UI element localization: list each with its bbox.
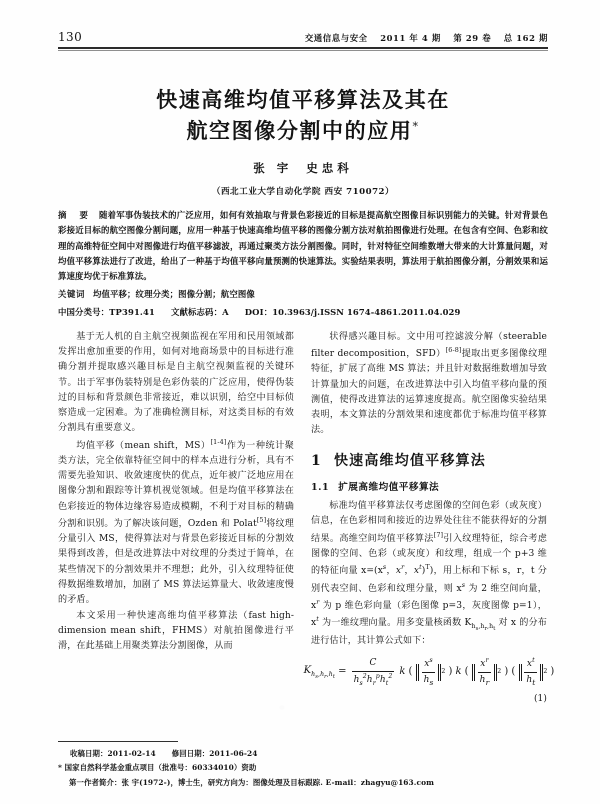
- section-heading-1: [311, 450, 547, 474]
- right-p2-math-tail: )，用上标和下标 s，r，t 分别代表空间、色彩和纹理分量，则 x: [311, 566, 547, 594]
- journal-name: 交通信息与安全: [304, 33, 368, 43]
- doi-label: DOI：: [244, 306, 273, 317]
- footnote-block: [58, 741, 552, 791]
- bio-email: zhagyu@163.com: [360, 777, 435, 787]
- citation-ref-3: [6-8]: [445, 345, 462, 354]
- doc-type-value: A: [222, 306, 229, 317]
- bio-birth-year: (1972-): [139, 777, 171, 787]
- footnote-funding: * 国家自然科学基金重点项目（批准号：60334010）资助: [58, 763, 257, 773]
- author-name-1: 张 宇: [253, 160, 293, 175]
- paren-open-3: (: [511, 666, 516, 678]
- bio-email-label: E-mail：: [325, 777, 361, 787]
- keywords-block: [58, 287, 548, 302]
- clc-value: TP391.41: [109, 306, 155, 317]
- revised-date-group: [172, 749, 258, 758]
- equals-sign: =: [338, 666, 347, 678]
- clc-label: 中国分类号：: [58, 306, 110, 317]
- author-name-2: 史忠科: [306, 160, 353, 175]
- doc-type-label: 文献标志码：: [170, 306, 223, 317]
- journal-serial: 总 162 期: [503, 33, 548, 43]
- right-p2-pre: 标准均值平移算法仅考虑图像的空间色彩（或灰度）信息，在色彩相同和接近的边界处往往不能获得好的分割结果。高维空间均值平移算法: [311, 501, 547, 544]
- paren-open-2: (: [464, 666, 469, 678]
- left-p2-post2: 将纹理分量引入 MS，使得算法对与背景色彩接近目标的分割效果得到改善，但是改进算法中对纹理的分类过于简单，在某些情况下的分割效果并不理想；此外，引入纹理特征使得数据维数增加，加剧了 MS 算法运算量大、收敛速度慢的矛盾。: [58, 518, 294, 606]
- keywords-value: 均值平移；纹理分类；图像分割；航空图像: [92, 289, 255, 300]
- paren-close-2: ): [504, 666, 509, 678]
- x-superscript-s: s: [461, 580, 466, 589]
- left-paragraph-2: [58, 437, 294, 609]
- citation-ref-4: [7]: [433, 530, 444, 539]
- right-p2-post2: 为 2 维空间向量，x: [311, 583, 547, 611]
- right-p2-post: 引入纹理特征，综合考虑图像的空间、色彩（或灰度）和纹理，组成一个 p+3 维的特征向量 x=(x: [311, 533, 547, 577]
- section-number: 1: [311, 452, 322, 469]
- vector-component-s: s: [382, 563, 387, 572]
- right-p2-post3: 为 p 维色彩向量（彩色图像 p=3，灰度图像 p=1），x: [311, 600, 547, 629]
- page-number: 130: [58, 30, 83, 44]
- subsection-title: 扩展高维均值平移算法: [338, 482, 440, 494]
- abstract-label: 摘 要: [58, 209, 94, 220]
- abstract-block: [58, 208, 548, 284]
- norm-term-t: $\frac{x^t}{h_t}$ 2: [518, 655, 547, 690]
- footnote-author-bio: [58, 776, 552, 790]
- received-label: 收稿日期：: [70, 748, 108, 758]
- vector-component-t: $x^t$: [413, 563, 422, 577]
- kernel-fn-2: k: [455, 666, 462, 678]
- equation-1: [303, 655, 555, 707]
- header-rule-thin: [58, 50, 548, 51]
- equation-1-number: (1): [533, 693, 547, 704]
- fraction-numerator: C: [369, 657, 377, 668]
- section-title: 快速高维均值平移算法: [333, 452, 486, 469]
- doc-type-group: [171, 307, 229, 317]
- footnote-dates: [58, 747, 552, 761]
- footnote-rule: [58, 741, 178, 742]
- journal-info: [305, 32, 548, 44]
- running-head: [58, 30, 548, 46]
- page-content-area: [58, 30, 555, 792]
- kernel-fn-1: k: [399, 666, 406, 678]
- right-p1-pre: 状得感兴趣目标。文中用可控滤波分解（steerable filter decomposition，SFD）: [311, 331, 547, 359]
- doi-value: 10.3963/j.ISSN 1674-4861.2011.04.029: [272, 306, 461, 317]
- keywords-label: 关键词: [58, 289, 85, 300]
- journal-volume: 第 29 卷: [453, 33, 492, 43]
- subsection-number: 1.1: [311, 482, 330, 494]
- fraction-denominator: $h_s^2h_r^ph_t^2$: [352, 671, 395, 689]
- bio-text: ，博士生，研究方向为：图像处理及目标跟踪.: [170, 777, 323, 787]
- x-superscript-t: t: [316, 615, 319, 624]
- paren-open-1: (: [408, 666, 413, 678]
- right-p2-post4: 为一维纹理向量。用多变量核函数 K: [318, 618, 472, 629]
- paren-close-1: ): [448, 666, 453, 678]
- header-rule: [58, 47, 548, 49]
- vector-component-r: $x^r$: [395, 563, 405, 577]
- classification-block: [58, 305, 548, 320]
- norm-term-r: $\frac{x^r}{h_r}$ 2: [472, 655, 502, 690]
- kernel-subscript: hs,hr,ht: [471, 623, 496, 633]
- right-p1-post: 提取出更多图像纹理特征，扩展了高维 MS 算法；并且针对数据维数增加导致计算量加大的问题，在改进算法中引入均值平移向量的预测值，使得改进算法的运算速度提高。航空图像实验结果表明，本文算法的分割效果和速度都优于标准均值平移算法。: [311, 349, 547, 436]
- author-list: [58, 160, 548, 176]
- x-superscript-r: r: [316, 597, 320, 606]
- equation-lhs: $K_{h_s,h_r,h_t}$: [303, 665, 336, 681]
- doi-group: [245, 307, 461, 317]
- paper-title-line-1: 快速高维均值平移算法及其在: [156, 87, 450, 113]
- right-paragraph-2: 标准均值平移算法仅考虑图像的空间色彩（或灰度）信息，在色彩相同和接近的边界处往往不能获得好的分割结果。高维空间均值平移算法[7]引入纹理特征，综合考虑图像的空间、色彩（或灰度）和纹理，组成一个 p+3 维的特征向量 $x=(x^s$，$x^r$，$x^t)^T$)，用上标和下标 s，r，t 分别代表空间、色彩和纹理分量，则 $x^s$ 为 2 维空间向量，$x^r$ 为 p 维色彩向量（彩色图像 p=3，灰度图像 p=1），$x^t$ 为一维纹理向量。用多变量核函数 $K_{h_s,h_r,h_t}$ 对 x 的分布进行估计，其计算公式如下：: [311, 501, 547, 646]
- left-p2-post: 作为一种统计聚类方法，完全依靠特征空间中的样本点进行分析，具有不需要先验知识、收敛速度快的优点，近年被广泛地应用在图像分割和跟踪等计算机视觉领域。但是均值平移算法在色彩接近的物体边缘容易造成模糊，不利于对目标的精确分割和识别。为了解决该问题，Ozden 和 Polat: [58, 440, 294, 529]
- title-footnote-marker: *: [412, 119, 420, 133]
- citation-ref-2: [5]: [256, 515, 267, 524]
- right-paragraph-1: [311, 330, 547, 439]
- body-columns: [58, 330, 555, 707]
- right-column: [303, 330, 555, 707]
- journal-year-issue: 2011 年 4 期: [380, 33, 441, 43]
- revised-label: 修回日期：: [171, 748, 210, 758]
- received-date: 2011-02-14: [107, 748, 156, 758]
- equation-fraction: [352, 656, 395, 689]
- citation-ref-1: [1-4]: [210, 437, 227, 446]
- affiliation: （西北工业大学自动化学院 西安 710072）: [211, 186, 395, 197]
- title-block: [58, 85, 548, 197]
- left-p2-pre: 均值平移（mean shift，MS）: [76, 440, 211, 451]
- left-paragraph-1: 基于无人机的自主航空视频监视在军用和民用领域都发挥出愈加重要的作用，如何对地商场景中的目标进行准确分割并提取感兴趣目标是自主航空视频监视的关键环节。出于军事伪装特别是色彩伪装的广泛应用，使得伪装过的目标和背景颜色非常接近，难以识别，给空中目标侦察造成一定困难。为了准确检测目标，对这类目标的有效分割具有重要意义。: [58, 331, 294, 434]
- paper-title-line-2: [58, 116, 548, 146]
- subsection-heading-1-1: [311, 480, 547, 496]
- paren-close-3: ): [550, 666, 555, 678]
- bio-name: 张 宇: [121, 777, 140, 787]
- right-p2-post5: 对 x 的分布进行估计，其计算公式如下：: [311, 618, 547, 646]
- revised-date: 2011-06-24: [209, 748, 258, 758]
- abstract-text: 随着军事伪装技术的广泛应用，如何有效抽取与背景色彩接近的目标是提高航空图像目标识别能力的关键。针对背景色彩接近目标的航空图像分割问题，应用一种基于快速高维均值平移的图像分割方法对航拍图像进行处理。在包含有空间、色彩和纹理的高维特征空间中对图像进行均值平移滤波，再通过聚类方法分割图像。同时，针对特征空间维数增大带来的大计算量问题，对均值平移算法进行了改进，给出了一种基于均值平移向量预测的快速算法。实验结果表明，算法用于航拍图像分割，分割效果和运算速度均优于标准算法。: [58, 209, 549, 282]
- received-date-group: [70, 749, 156, 758]
- norm-term-s: $\frac{x^s}{h_s}$ 2: [416, 655, 446, 690]
- left-paragraph-3: 本文采用一种快速高维均值平移算法（fast high-dimension mean shift，FHMS）对航拍图像进行平滑，在此基础上用聚类算法分割图像，从而: [58, 610, 294, 652]
- bio-label: 第一作者简介：: [69, 777, 122, 787]
- paper-title-line-2-text: 航空图像分割中的应用: [186, 117, 413, 143]
- left-column: [58, 330, 294, 707]
- clc-group: [58, 307, 155, 317]
- equation-1-body: [303, 655, 555, 690]
